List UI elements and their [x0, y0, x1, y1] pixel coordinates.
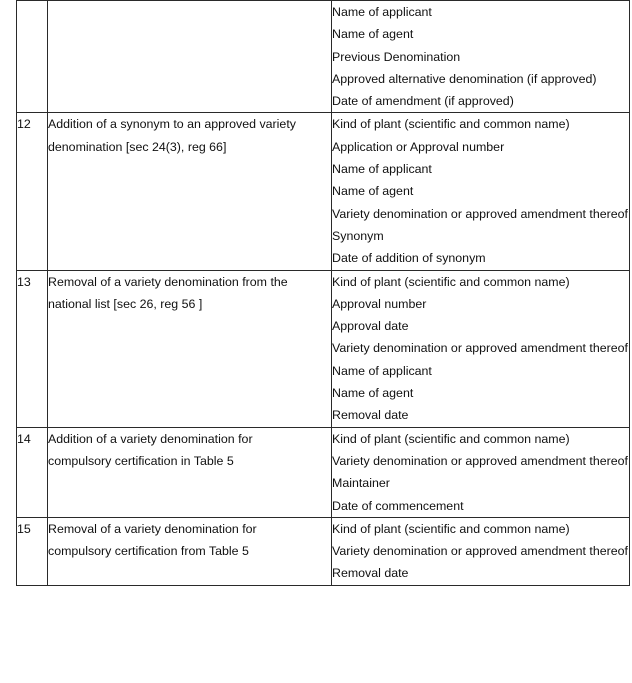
particular-item: Variety denomination or approved amendment thereof — [332, 544, 628, 559]
item-number-cell: 13 — [17, 270, 48, 427]
particular-item: Kind of plant (scientific and common name) — [332, 274, 570, 289]
required-particulars-cell — [332, 270, 630, 427]
particular-item: Name of agent — [332, 184, 414, 199]
item-number-cell: 14 — [17, 427, 48, 517]
entry-description-cell — [48, 113, 332, 270]
particular-item: Synonym — [332, 228, 384, 243]
item-number-cell: 15 — [17, 517, 48, 585]
table-row — [17, 1, 630, 113]
particular-item: Name of applicant — [332, 162, 432, 177]
item-number-cell — [17, 1, 48, 113]
description-line: compulsory certification from Table 5 — [48, 544, 249, 559]
particular-item: Removal date — [332, 408, 409, 423]
particular-item: Approved alternative denomination (if approved) — [332, 71, 597, 86]
particular-item: Date of addition of synonym — [332, 251, 486, 266]
description-line: Removal of a variety denomination for — [48, 521, 257, 536]
entry-description-cell — [48, 517, 332, 585]
required-particulars-cell — [332, 427, 630, 517]
table-row — [17, 113, 630, 270]
particular-item: Name of applicant — [332, 363, 432, 378]
entry-description-cell — [48, 427, 332, 517]
particular-item: Kind of plant (scientific and common name) — [332, 521, 570, 536]
particular-item: Name of applicant — [332, 5, 432, 19]
table-body — [17, 1, 630, 586]
table-row — [17, 270, 630, 427]
description-line: national list [sec 26, reg 56 ] — [48, 296, 203, 311]
particular-item: Name of agent — [332, 386, 414, 401]
particular-item: Name of agent — [332, 27, 414, 42]
particular-item: Date of commencement — [332, 498, 464, 513]
particular-item: Application or Approval number — [332, 139, 505, 154]
particular-item: Previous Denomination — [332, 49, 461, 64]
entry-description-cell — [48, 1, 332, 113]
particular-item: Kind of plant (scientific and common name) — [332, 431, 570, 446]
particular-item: Maintainer — [332, 476, 390, 491]
required-particulars-cell — [332, 517, 630, 585]
particular-item: Approval number — [332, 296, 427, 311]
item-number-cell: 12 — [17, 113, 48, 270]
table-row — [17, 427, 630, 517]
description-line: Removal of a variety denomination from the — [48, 274, 288, 289]
description-line: compulsory certification in Table 5 — [48, 453, 234, 468]
entry-description-cell — [48, 270, 332, 427]
register-entries-table — [16, 0, 630, 586]
required-particulars-cell — [332, 113, 630, 270]
particular-item: Approval date — [332, 319, 409, 334]
particular-item: Variety denomination or approved amendment thereof — [332, 206, 628, 221]
particular-item: Variety denomination or approved amendment thereof — [332, 453, 628, 468]
required-particulars-cell — [332, 1, 630, 113]
particular-item: Kind of plant (scientific and common name) — [332, 117, 570, 132]
particular-item: Variety denomination or approved amendment thereof — [332, 341, 628, 356]
description-line: denomination [sec 24(3), reg 66] — [48, 139, 227, 154]
table-row — [17, 517, 630, 585]
description-line: Addition of a synonym to an approved variety — [48, 117, 296, 132]
particular-item: Removal date — [332, 566, 409, 581]
description-line: Addition of a variety denomination for — [48, 431, 253, 446]
particular-item: Date of amendment (if approved) — [332, 94, 514, 109]
